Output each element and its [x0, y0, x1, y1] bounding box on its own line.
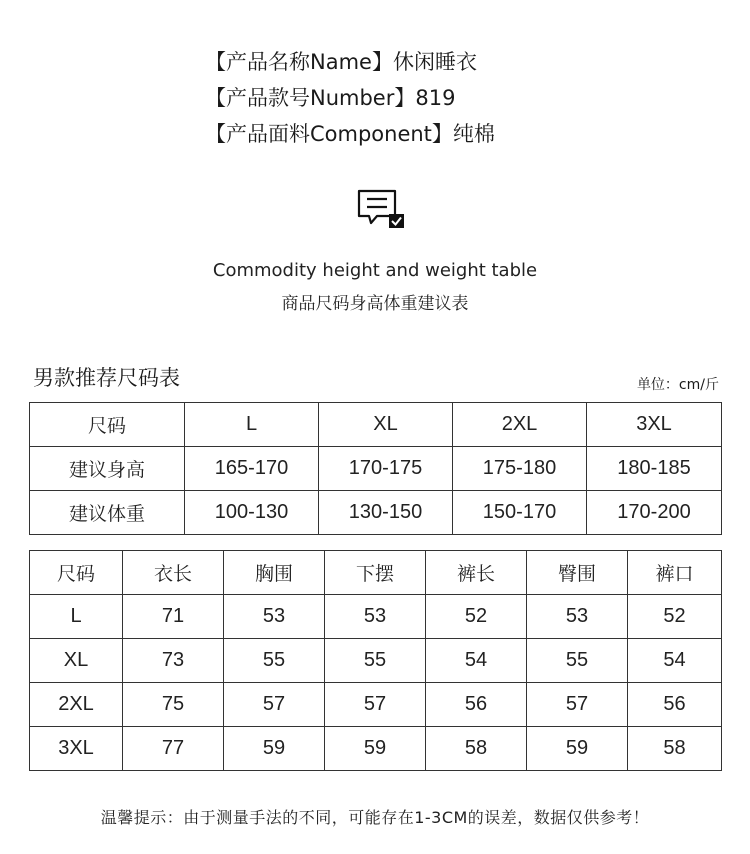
table-cell: 59 [325, 727, 426, 771]
height-weight-table [29, 402, 722, 535]
table-header-cell: XL [319, 403, 453, 447]
table-cell: 54 [426, 639, 527, 683]
table-cell: 52 [628, 595, 722, 639]
men-size-chart-title: 男款推荐尺码表 [33, 366, 180, 390]
table-cell: 53 [224, 595, 325, 639]
size-measurement-table [29, 550, 722, 771]
table-cell: 52 [426, 595, 527, 639]
table-cell: 77 [123, 727, 224, 771]
table-cell: 100-130 [185, 491, 319, 535]
table-header-cell: 3XL [587, 403, 722, 447]
table-cell: 建议身高 [30, 447, 185, 491]
subtitle-english: Commodity height and weight table [212, 260, 538, 281]
table-header-cell: L [185, 403, 319, 447]
table-cell: 59 [224, 727, 325, 771]
table-cell: 59 [527, 727, 628, 771]
product-name-line: 【产品名称Name】休闲睡衣 [205, 50, 477, 74]
table-cell: 150-170 [453, 491, 587, 535]
table-cell: XL [30, 639, 123, 683]
table-header-cell: 2XL [453, 403, 587, 447]
table-cell: 55 [527, 639, 628, 683]
table-row [30, 595, 722, 639]
table-cell: 55 [224, 639, 325, 683]
table-cell: 58 [628, 727, 722, 771]
table-cell: 170-200 [587, 491, 722, 535]
table-cell: 175-180 [453, 447, 587, 491]
table-header-row [30, 403, 722, 447]
table-cell: L [30, 595, 123, 639]
product-info [205, 44, 495, 152]
table-header-cell: 尺码 [30, 403, 185, 447]
table-header-cell: 衣长 [123, 551, 224, 595]
document-check-icon [355, 188, 409, 234]
table-row [30, 639, 722, 683]
subtitle-chinese: 商品尺码身高体重建议表 [281, 294, 469, 314]
table-header-cell: 裤口 [628, 551, 722, 595]
table-cell: 57 [224, 683, 325, 727]
table-cell: 3XL [30, 727, 123, 771]
table-cell: 56 [426, 683, 527, 727]
table-cell: 53 [325, 595, 426, 639]
table-row [30, 491, 722, 535]
table-cell: 57 [325, 683, 426, 727]
table-cell: 建议体重 [30, 491, 185, 535]
unit-label: 单位：cm/斤 [636, 377, 719, 393]
table-cell: 130-150 [319, 491, 453, 535]
table-header-cell: 胸围 [224, 551, 325, 595]
table-cell: 54 [628, 639, 722, 683]
table-cell: 75 [123, 683, 224, 727]
table-cell: 73 [123, 639, 224, 683]
table-header-row [30, 551, 722, 595]
table-cell: 55 [325, 639, 426, 683]
measurement-note: 温馨提示：由于测量手法的不同，可能存在1-3CM的误差，数据仅供参考！ [100, 808, 650, 827]
table-cell: 180-185 [587, 447, 722, 491]
table-cell: 53 [527, 595, 628, 639]
table-row [30, 447, 722, 491]
product-number-line: 【产品款号Number】819 [205, 86, 456, 110]
table-cell: 165-170 [185, 447, 319, 491]
table-header-cell: 裤长 [426, 551, 527, 595]
table-cell: 57 [527, 683, 628, 727]
table-cell: 71 [123, 595, 224, 639]
table-cell: 56 [628, 683, 722, 727]
table-row [30, 683, 722, 727]
product-component-line: 【产品面料Component】纯棉 [205, 122, 495, 146]
table-cell: 2XL [30, 683, 123, 727]
table-header-cell: 下摆 [325, 551, 426, 595]
table-header-cell: 臀围 [527, 551, 628, 595]
table-header-cell: 尺码 [30, 551, 123, 595]
table-cell: 170-175 [319, 447, 453, 491]
table-row [30, 727, 722, 771]
table-cell: 58 [426, 727, 527, 771]
